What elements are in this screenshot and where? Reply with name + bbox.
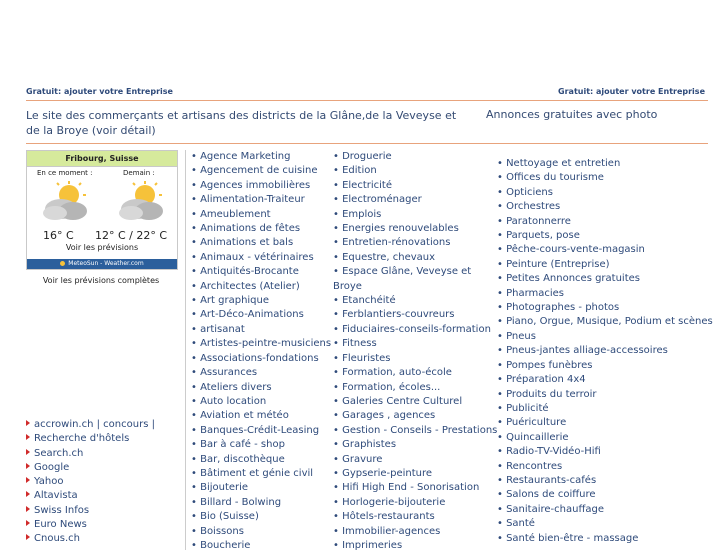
category-link[interactable]: • Immobilier-agences [333, 525, 441, 537]
category-link[interactable]: • Edition [333, 165, 377, 177]
category-link[interactable]: • Entretien-rénovations [333, 237, 451, 249]
category-link[interactable]: • Gestion - Conseils - Prestations [333, 424, 498, 436]
category-link[interactable]: • Hôtels-restaurants [333, 511, 435, 523]
category-link[interactable]: • Droguerie [333, 151, 392, 162]
category-link[interactable]: • Aviation et météo [191, 410, 289, 422]
category-link[interactable]: • Quincaillerie [497, 431, 569, 443]
side-link[interactable]: Google [26, 461, 155, 475]
category-link[interactable]: • Fiduciaires-conseils-formation [333, 323, 491, 335]
category-link[interactable]: • Préparation 4x4 [497, 374, 586, 386]
category-link[interactable]: • Fleuristes [333, 352, 391, 364]
category-link[interactable]: • Agence Marketing [191, 151, 291, 162]
category-link[interactable]: • Opticiens [497, 186, 553, 198]
category-link[interactable]: • Antiquités-Brocante [191, 266, 299, 278]
site-description[interactable]: Le site des commerçants et artisans des districts de la Glâne,de la Veveyse et de la Broye (voir détail) [26, 109, 457, 137]
side-link[interactable]: accrowin.ch | concours | [26, 418, 155, 432]
category-link[interactable]: • Santé bien-être - massage [497, 532, 639, 544]
side-link[interactable]: Euro News [26, 518, 155, 532]
category-link[interactable]: • Art-Déco-Animations [191, 309, 304, 321]
category-link[interactable]: • Paratonnerre [497, 215, 571, 227]
category-link[interactable]: • Horlogerie-bijouterie [333, 496, 446, 508]
category-link[interactable]: • Agences immobilières [191, 179, 311, 191]
side-link[interactable]: Search.ch [26, 447, 155, 461]
category-link[interactable]: • Gravure [333, 453, 383, 465]
category-link[interactable]: • Puériculture [497, 417, 567, 429]
category-link[interactable]: • Animations de fêtes [191, 223, 301, 235]
side-links [26, 418, 155, 547]
category-link[interactable]: • artisanat [191, 323, 245, 335]
weather-location: Fribourg, Suisse [27, 151, 177, 167]
category-link[interactable]: • Ateliers divers [191, 381, 272, 393]
category-link[interactable]: • Bâtiment et génie civil [191, 467, 314, 479]
all-forecasts-link[interactable]: Voir les prévisions complètes [42, 276, 160, 285]
category-link[interactable]: • Emplois [333, 208, 382, 220]
cloud-sun-icon [115, 181, 167, 223]
weather-provider[interactable] [27, 259, 177, 269]
weather-tomorrow-temp: 12° C / 22° C [95, 229, 168, 242]
category-link[interactable]: • Formation, auto-école [333, 367, 452, 379]
category-link[interactable]: • Bar à café - shop [191, 439, 285, 451]
category-link[interactable]: • Graphistes [333, 439, 397, 451]
category-link[interactable]: • Gypserie-peinture [333, 467, 433, 479]
category-link[interactable]: • Pompes funèbres [497, 359, 593, 371]
category-link[interactable]: • Architectes (Atelier) [191, 280, 300, 292]
category-link[interactable]: • Billard - Bolwing [191, 496, 282, 508]
category-column-3 [497, 157, 713, 546]
category-link[interactable]: • Alimentation-Traiteur [191, 194, 305, 206]
category-link[interactable]: • Piano, Orgue, Musique, Podium et scènes [497, 316, 713, 328]
category-link[interactable]: • Ameublement [191, 208, 271, 220]
category-link[interactable]: • Assurances [191, 367, 258, 379]
category-link[interactable]: • Energies renouvelables [333, 223, 459, 235]
weather-now-label: En ce moment : [37, 169, 93, 177]
category-link[interactable]: • Boissons [191, 525, 244, 537]
category-link[interactable]: • Pêche-cours-vente-magasin [497, 244, 645, 256]
weather-forecast-link[interactable]: Voir les prévisions [65, 243, 139, 252]
category-link[interactable]: • Artistes-peintre-musiciens [191, 338, 332, 350]
category-link[interactable]: • Banques-Crédit-Leasing [191, 424, 320, 436]
category-link[interactable]: • Orchestres [497, 201, 561, 213]
category-link[interactable]: • Imprimeries [333, 539, 403, 551]
weather-tomorrow-label: Demain : [123, 169, 155, 177]
side-link[interactable]: Altavista [26, 489, 155, 503]
category-link[interactable]: • Parquets, pose [497, 230, 580, 242]
category-link[interactable]: • Agencement de cuisine [191, 165, 318, 177]
side-link[interactable]: Recherche d'hôtels [26, 432, 155, 446]
category-link[interactable]: • Equestre, chevaux [333, 251, 436, 263]
category-link[interactable]: • Pneus-jantes alliage-accessoires [497, 345, 668, 357]
category-link[interactable]: • Animations et bals [191, 237, 294, 249]
weather-now-temp: 16° C [43, 229, 74, 242]
side-link[interactable]: Swiss Infos [26, 504, 155, 518]
category-link[interactable]: • Salons de coiffure [497, 489, 596, 501]
category-link[interactable]: • Nettoyage et entretien [497, 158, 621, 169]
category-link[interactable]: • Electroménager [333, 194, 422, 206]
category-link[interactable]: • Boucherie [191, 539, 251, 551]
category-link[interactable]: • Rencontres [497, 460, 563, 472]
category-link[interactable]: • Formation, écoles... [333, 381, 441, 393]
category-link[interactable]: • Petites Annonces gratuites [497, 273, 640, 285]
category-link[interactable]: • Electricité [333, 179, 392, 191]
category-link[interactable]: • Offices du tourisme [497, 172, 604, 184]
add-business-link-left[interactable]: Gratuit: ajouter votre Entreprise [26, 87, 173, 96]
category-link[interactable]: • Galeries Centre Culturel [333, 395, 463, 407]
category-link[interactable]: • Publicité [497, 402, 549, 414]
category-link[interactable]: • Espace Glâne, Veveyse et Broye [333, 266, 472, 292]
category-link[interactable]: • Art graphique [191, 295, 270, 307]
category-link[interactable]: • Pneus [497, 330, 536, 342]
category-link[interactable]: • Fitness [333, 338, 377, 350]
sun-dot-icon [60, 261, 65, 266]
category-link[interactable]: • Etanchéité [333, 295, 396, 307]
category-link[interactable]: • Associations-fondations [191, 352, 319, 364]
annonces-link[interactable]: Annonces gratuites avec photo [486, 108, 658, 121]
category-link[interactable]: • Bio (Suisse) [191, 511, 259, 523]
category-link[interactable]: • Restaurants-cafés [497, 474, 597, 486]
add-business-link-right[interactable]: Gratuit: ajouter votre Entreprise [558, 87, 705, 96]
category-link[interactable]: • Hifi High End - Sonorisation [333, 482, 480, 494]
side-link[interactable]: Yahoo [26, 475, 155, 489]
category-link[interactable]: • Photographes - photos [497, 302, 620, 314]
column-divider [185, 150, 186, 550]
header-divider [26, 100, 708, 101]
category-link[interactable]: • Radio-TV-Vidéo-Hifi [497, 446, 601, 458]
category-column-2 [333, 150, 498, 553]
category-link[interactable]: • Pharmacies [497, 287, 565, 299]
category-link[interactable]: • Produits du terroir [497, 388, 597, 400]
category-link[interactable]: • Animaux - vétérinaires [191, 251, 314, 263]
category-link[interactable]: • Ferblantiers-couvreurs [333, 309, 455, 321]
category-link[interactable]: • Bar, discothèque [191, 453, 285, 465]
category-link[interactable]: • Peinture (Entreprise) [497, 258, 610, 270]
side-link[interactable]: Cnous.ch [26, 532, 155, 546]
weather-provider-label: MeteoSun - Weather.com [68, 260, 144, 267]
category-link[interactable]: • Santé [497, 518, 535, 530]
category-link[interactable]: • Bijouterie [191, 482, 249, 494]
cloud-sun-icon [39, 181, 91, 223]
intro-divider [26, 143, 708, 144]
category-column-1 [191, 150, 331, 553]
weather-widget[interactable] [26, 150, 178, 270]
category-link[interactable]: • Sanitaire-chauffage [497, 503, 604, 515]
category-link[interactable]: • Garages , agences [333, 410, 436, 422]
category-link[interactable]: • Auto location [191, 395, 267, 407]
